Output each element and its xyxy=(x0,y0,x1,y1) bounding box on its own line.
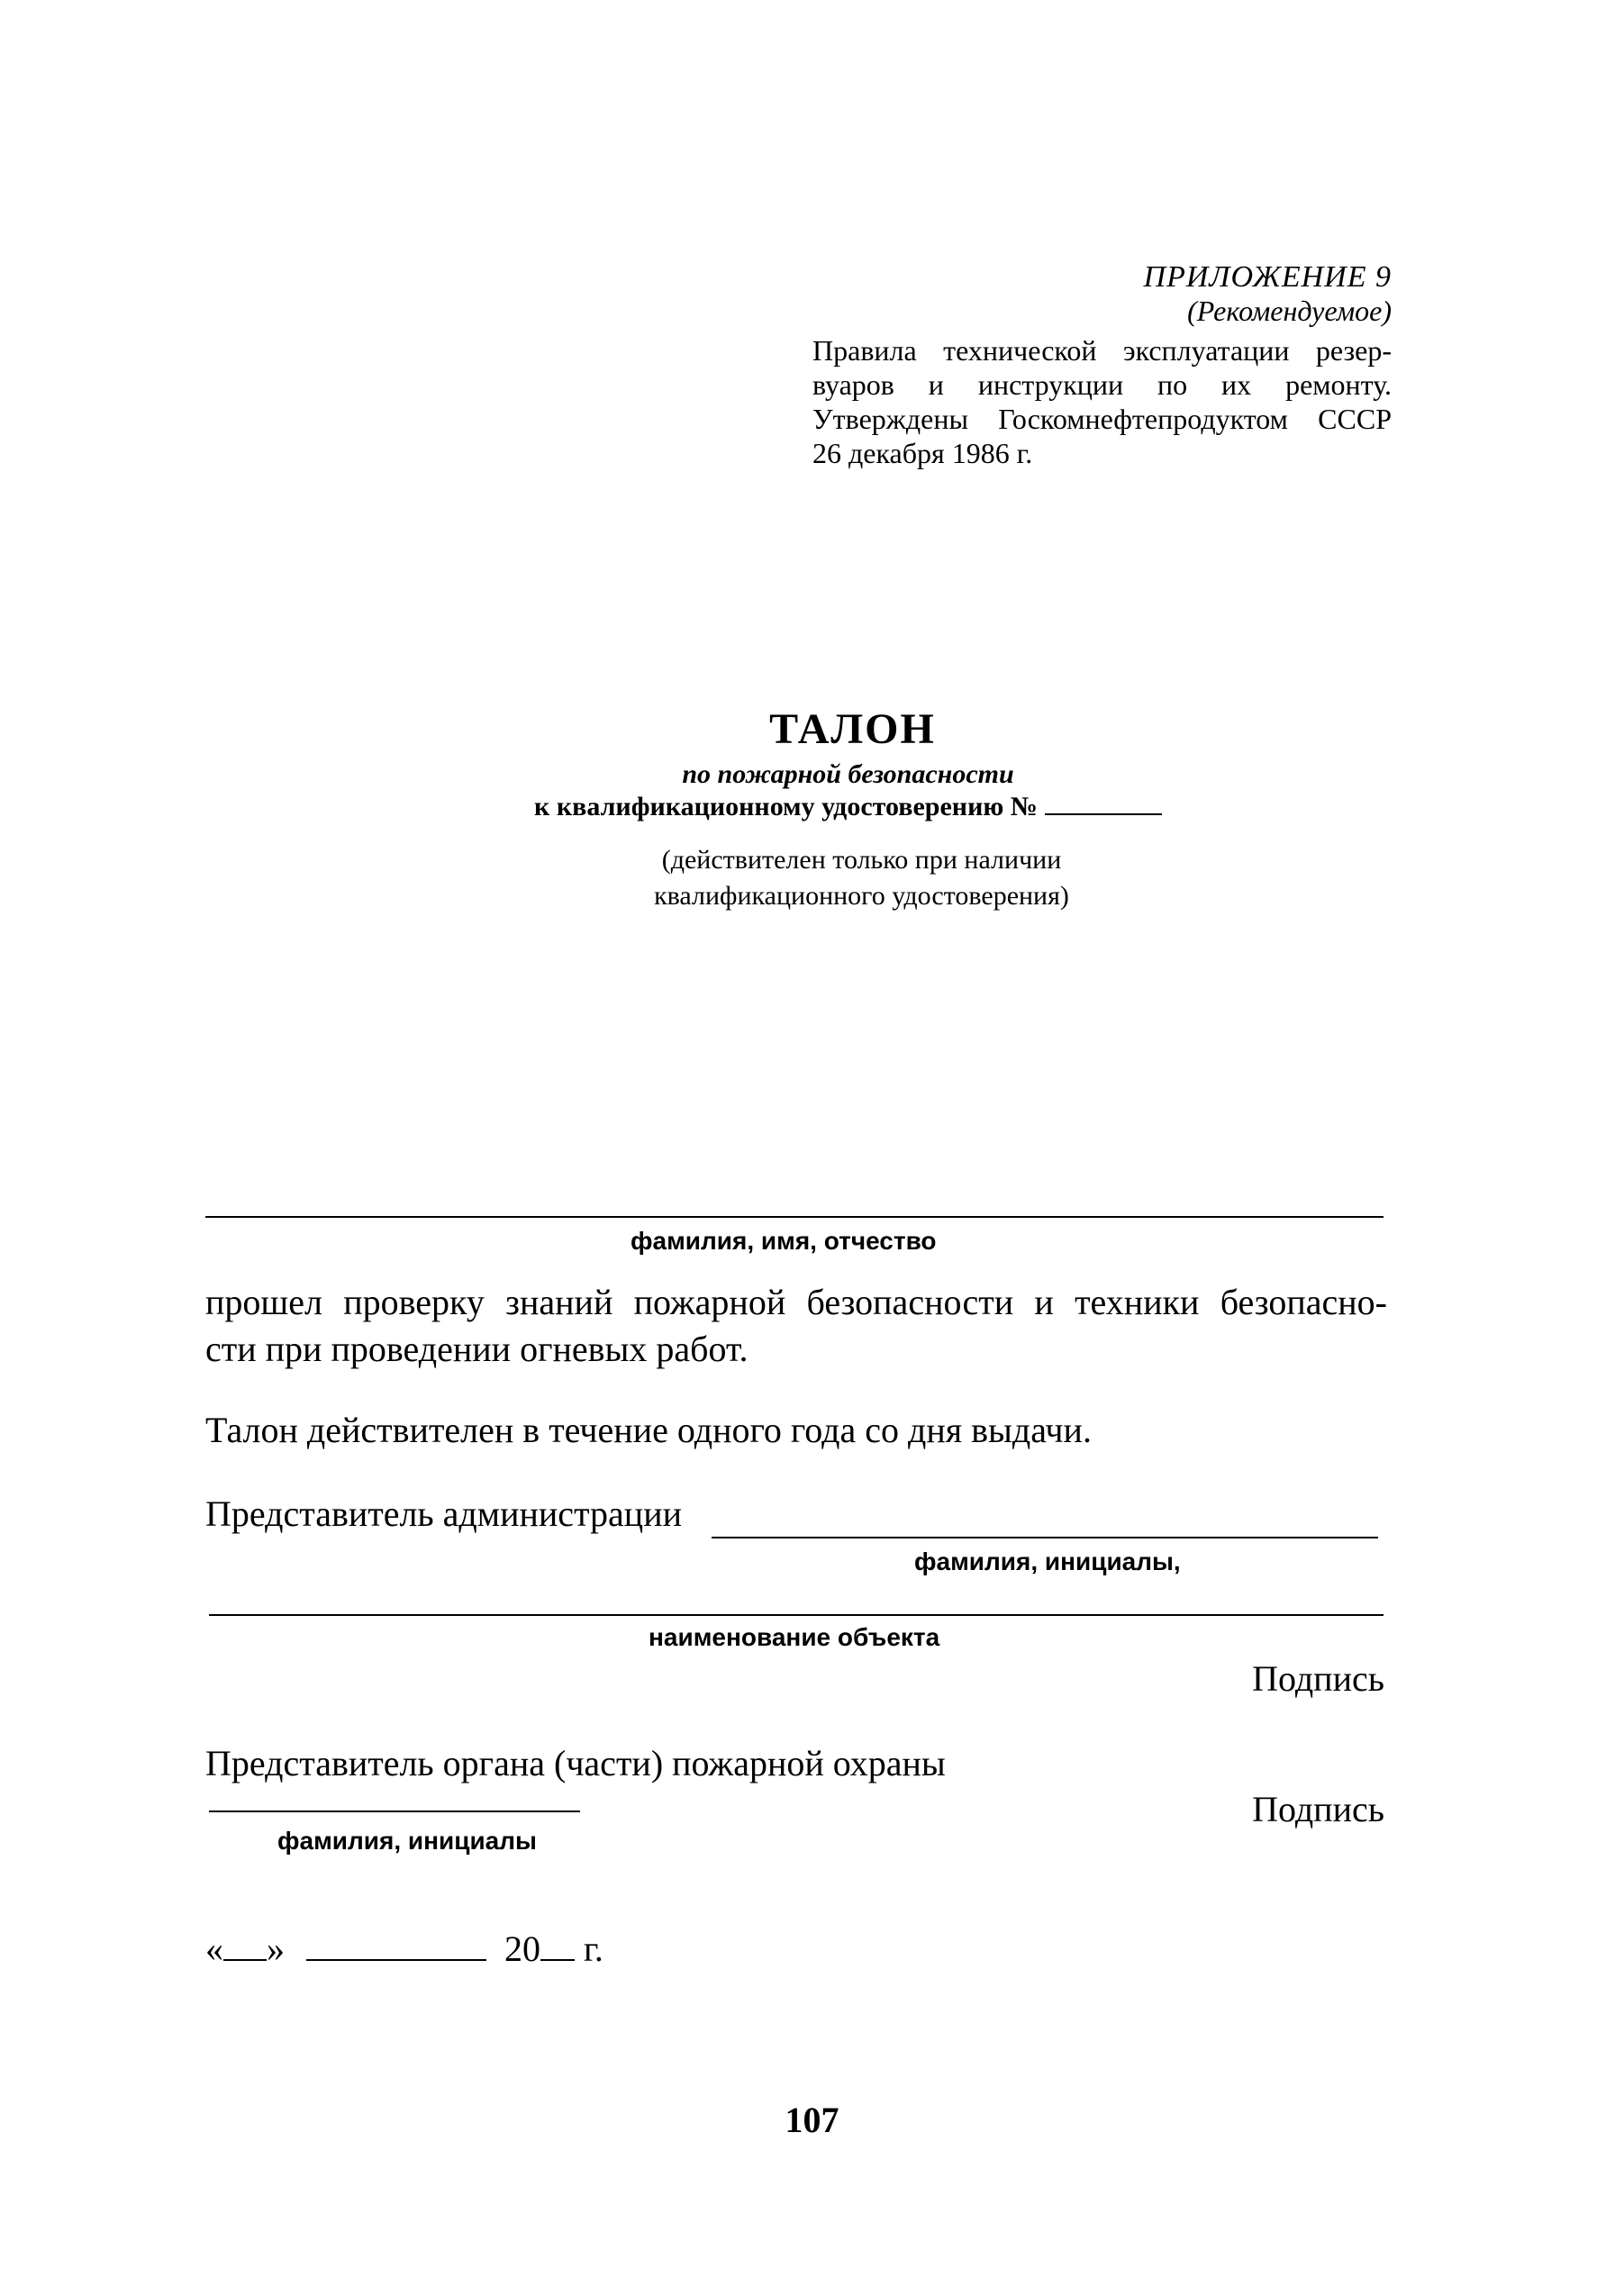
fire-representative-field[interactable] xyxy=(209,1810,580,1812)
date-year-field[interactable] xyxy=(540,1932,575,1961)
date-year-prefix: 20 xyxy=(504,1928,540,1969)
issue-date xyxy=(205,1928,603,1970)
certificate-number-field[interactable] xyxy=(1045,813,1162,815)
paragraph-line: прошел проверку знаний пожарной безопасности и техники безопасно- xyxy=(205,1282,1387,1322)
knowledge-check-paragraph xyxy=(205,1279,1387,1373)
page-number: 107 xyxy=(785,2100,839,2140)
appendix-status: (Рекомендуемое) xyxy=(1187,295,1392,328)
fire-representative-label: Представитель органа (части) пожарной охраны xyxy=(205,1743,946,1783)
date-open-quote: « xyxy=(205,1928,223,1969)
admin-name-caption: фамилия, инициалы, xyxy=(914,1547,1181,1575)
appendix-title: ПРИЛОЖЕНИЕ 9 xyxy=(1143,260,1392,294)
document-title-block xyxy=(0,704,1624,822)
validity-note xyxy=(0,842,1624,914)
date-close-quote: » xyxy=(267,1928,285,1969)
validity-statement: Талон действителен в течение одного года со дня выдачи. xyxy=(205,1410,1092,1450)
document-subtitle: по пожарной безопасности xyxy=(682,759,1014,789)
admin-representative-field[interactable] xyxy=(712,1537,1378,1538)
date-year-suffix: г. xyxy=(584,1928,603,1969)
approval-line: вуаров и инструкции по их ремонту. xyxy=(812,368,1392,401)
date-month-field[interactable] xyxy=(306,1932,486,1961)
object-name-caption: наименование объекта xyxy=(649,1623,940,1651)
fire-name-caption: фамилия, инициалы xyxy=(277,1827,537,1855)
fio-caption: фамилия, имя, отчество xyxy=(631,1227,937,1255)
signature-label-fire: Подпись xyxy=(1252,1789,1384,1829)
date-day-field[interactable] xyxy=(223,1932,267,1961)
approval-line: Правила технической эксплуатации резер- xyxy=(812,334,1392,367)
object-name-field[interactable] xyxy=(209,1614,1384,1616)
signature-label-admin: Подпись xyxy=(1252,1658,1384,1699)
fio-field[interactable] xyxy=(205,1216,1384,1218)
approval-line: Утверждены Госкомнефтепродуктом СССР xyxy=(812,403,1392,435)
validity-note-line: квалификационного удостоверения) xyxy=(654,881,1069,911)
validity-note-line: (действителен только при наличии xyxy=(661,845,1062,875)
certificate-reference xyxy=(72,792,1624,822)
approval-reference xyxy=(812,333,1392,470)
appendix-header xyxy=(1144,259,1392,328)
admin-representative-label: Представитель администрации xyxy=(205,1493,683,1534)
approval-line: 26 декабря 1986 г. xyxy=(812,437,1033,469)
document-title: ТАЛОН xyxy=(769,705,936,753)
certificate-reference-text: к квалификационному удостоверению № xyxy=(534,792,1038,821)
paragraph-line: сти при проведении огневых работ. xyxy=(205,1329,748,1369)
